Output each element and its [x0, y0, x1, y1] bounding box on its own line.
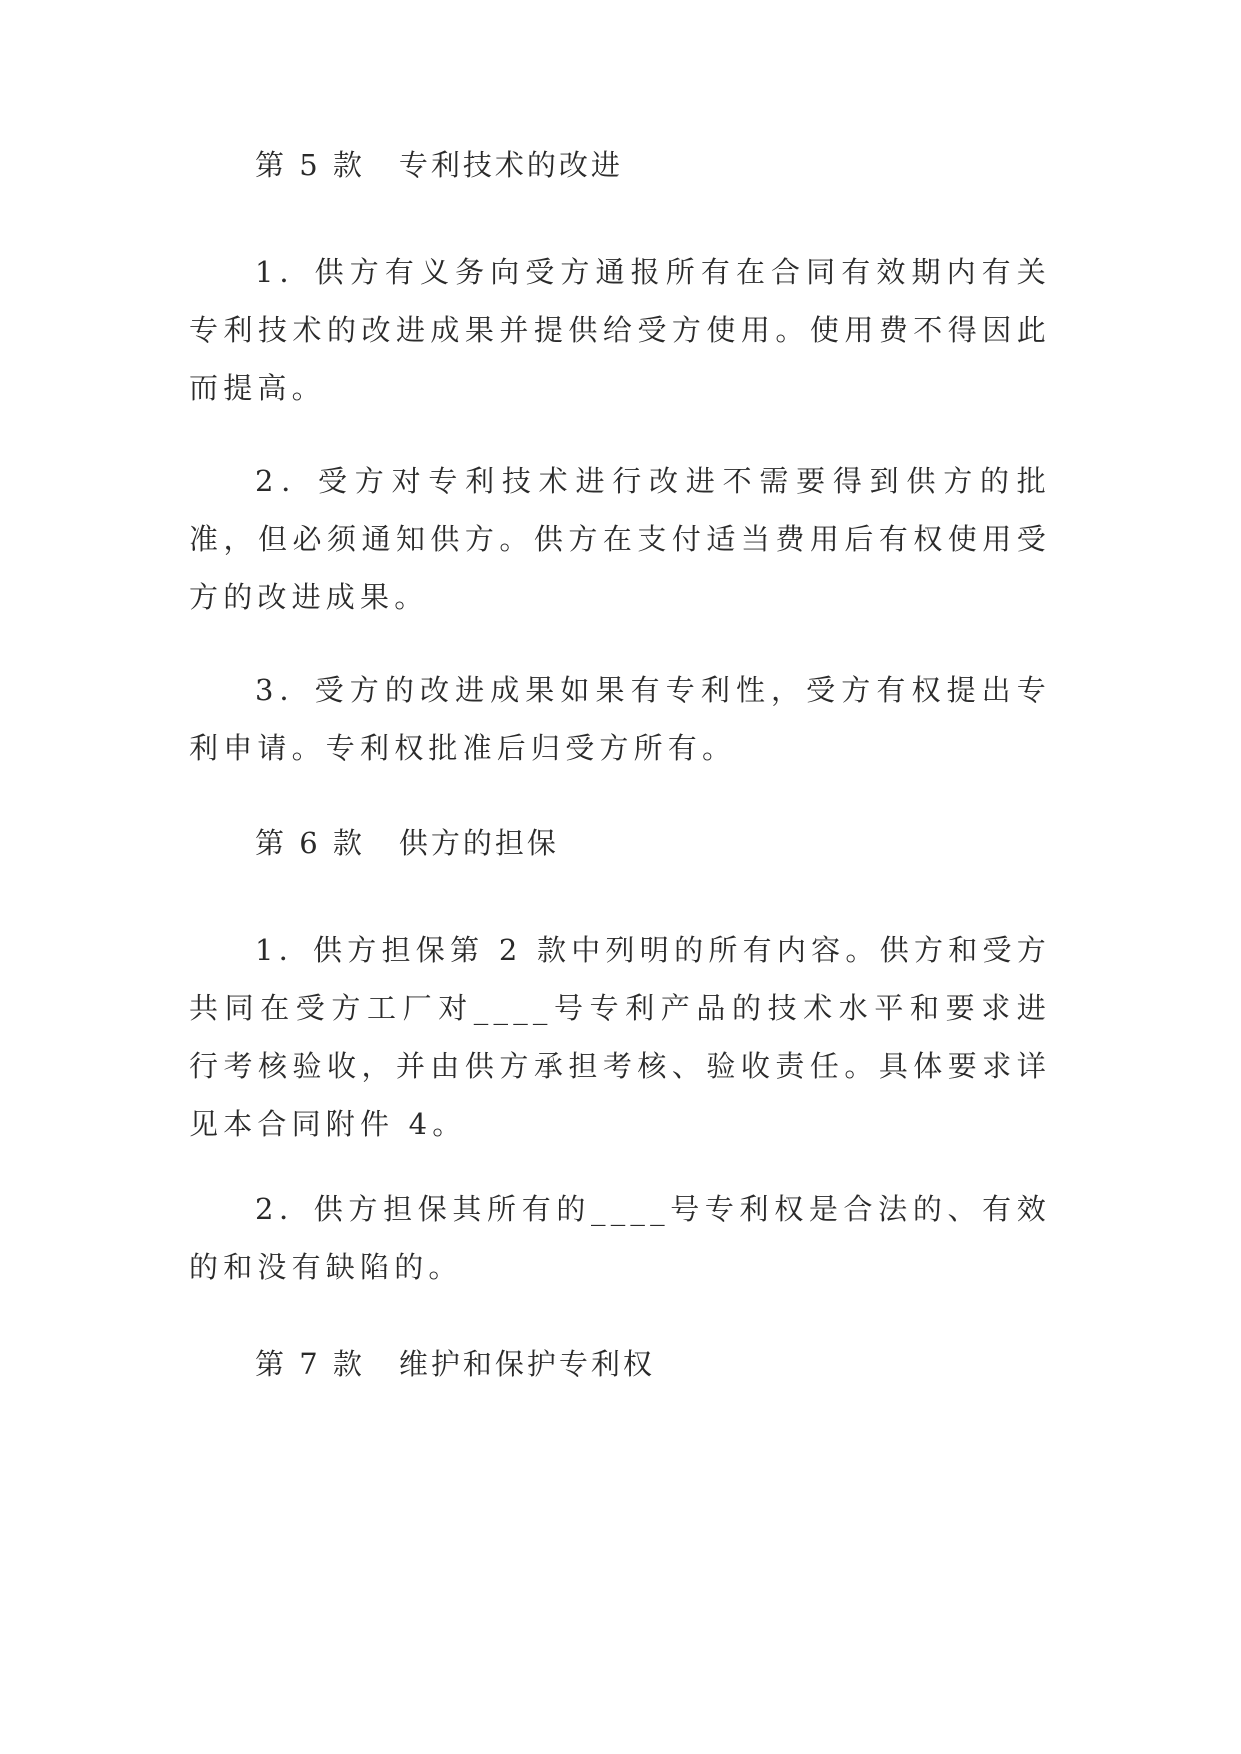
section-6-paragraph-2: 2．供方担保其所有的____号专利权是合法的、有效的和没有缺陷的。 [189, 1192, 1051, 1284]
section-5-number: 第 5 款 [255, 148, 365, 182]
section-7-number: 第 7 款 [255, 1347, 365, 1381]
section-5-paragraph-3: 3．受方的改进成果如果有专利性，受方有权提出专利申请。专利权批准后归受方所有。 [189, 673, 1051, 765]
section-5-paragraph-1: 1．供方有义务向受方通报所有在合同有效期内有关专利技术的改进成果并提供给受方使用。使用费不得因此而提高。 [189, 255, 1051, 405]
section-5-heading [189, 136, 1117, 194]
section-6-paragraph-1: 1．供方担保第 2 款中列明的所有内容。供方和受方共同在受方工厂对____号专利产品的技术水平和要求进行考核验收，并由供方承担考核、验收责任。具体要求详见本合同附件 4。 [189, 933, 1051, 1141]
section-6-title: 供方的担保 [398, 826, 559, 860]
section-6-number: 第 6 款 [255, 826, 365, 860]
section-5-title: 专利技术的改进 [398, 148, 623, 182]
section-7-heading [189, 1335, 1117, 1393]
section-7-title: 维护和保护专利权 [398, 1347, 655, 1381]
section-6-heading [189, 814, 1117, 872]
section-5-paragraph-2: 2．受方对专利技术进行改进不需要得到供方的批准，但必须通知供方。供方在支付适当费用后有权使用受方的改进成果。 [189, 464, 1051, 614]
